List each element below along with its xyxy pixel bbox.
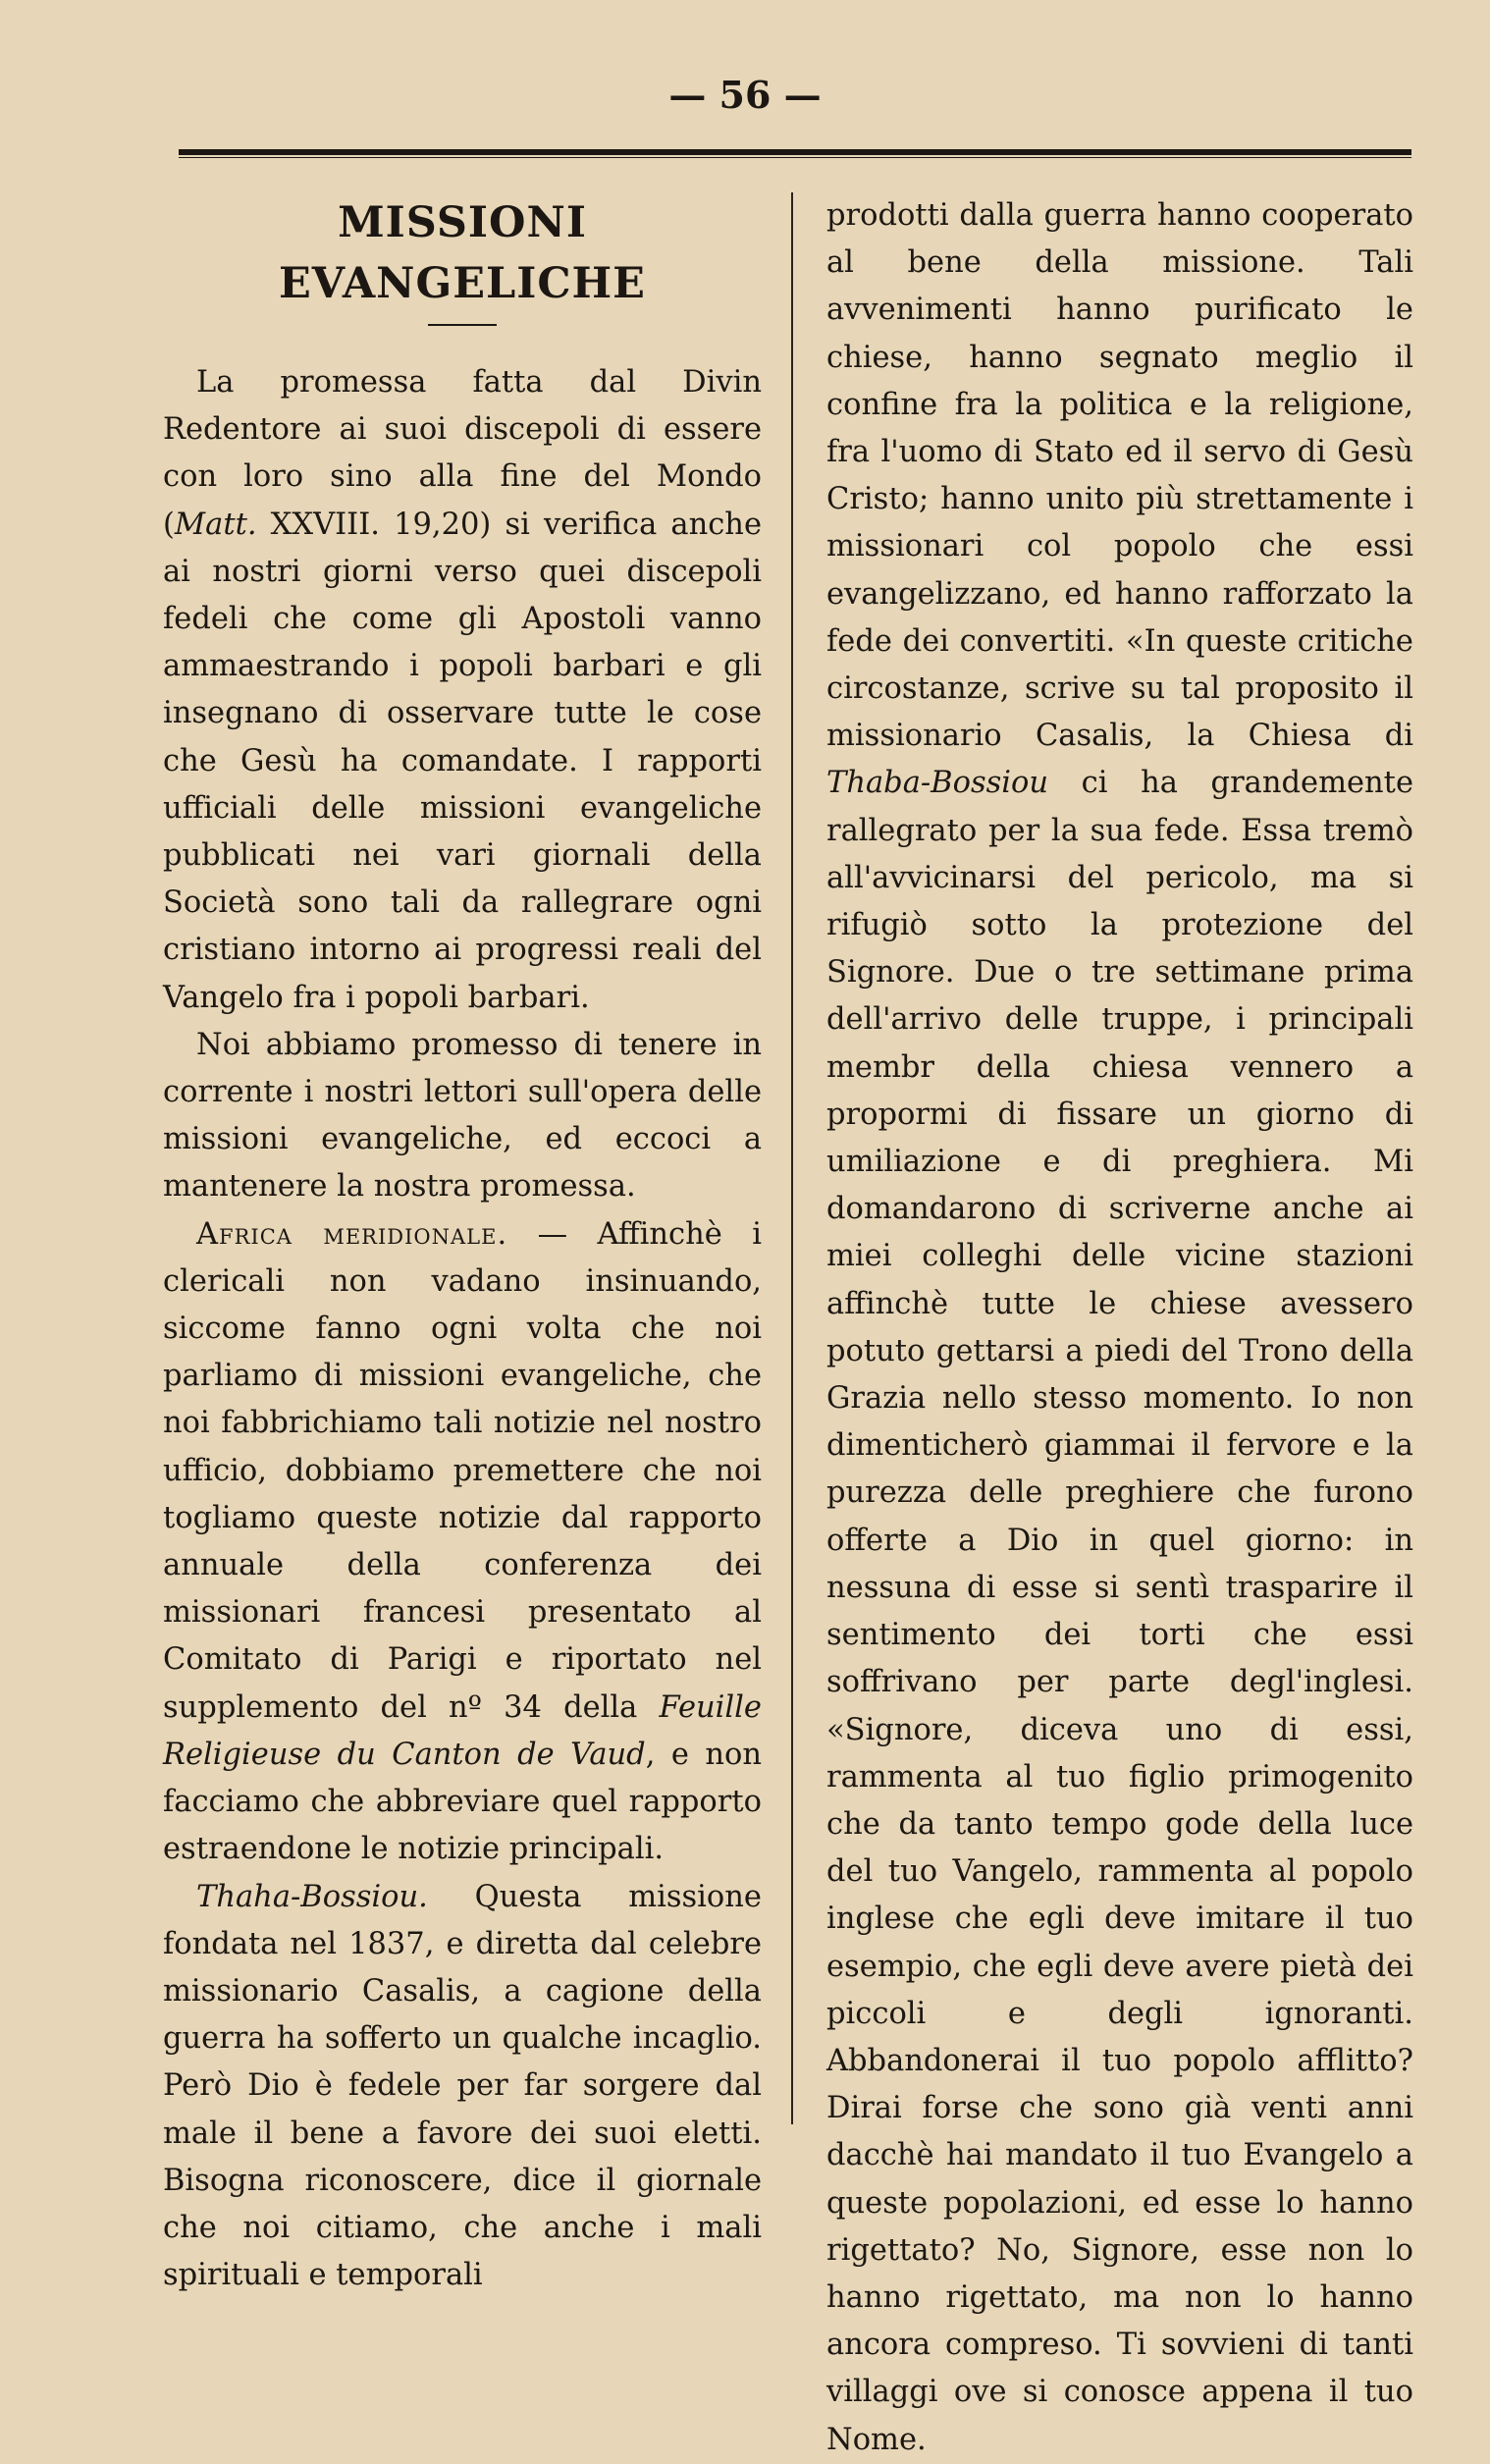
section-title: MISSIONI EVANGELICHE [279,198,646,308]
paragraph-text: ci ha grandemente rallegrato per la sua fede. Essa tremò all'avvicinarsi del pericolo, ma si rifugiò sotto la protezione del Signore. Due o tre settimane prima dell'arrivo delle truppe, i principali membr della chiesa vennero a propormi di fissare un giorno di umiliazione e di preghiera. Mi domandarono di scriverne anche ai miei colleghi delle vicine stazioni affinchè tutte le chiese avessero potuto gettarsi a piedi del Trono della Grazia nello stesso momento. Io non dimenticherò giammai il fervore e la purezza delle preghiere che furono offerte a Dio in quel giorno: in nessuna di esse si sentì trasparire il sentimento dei torti che essi soffrivano per parte degl'inglesi. «Signore, diceva uno di essi, rammenta al tuo figlio primogenito che da tanto tempo gode della luce del tuo Vangelo, rammenta al popolo inglese che egli deve imitare il tuo esempio, che egli deve avere pietà dei piccoli e degli ignoranti. Abbandonerai il tuo popolo afflitto? Dirai forse che sono già venti anni dacchè hai mandato il tuo Evangelo a queste popolazioni, ed esse lo hanno rigettato? No, Signore, esse non lo hanno rigettato, ma non lo hanno ancora compreso. Ti sovvieni di tanti villaggi ove si conosce appena il tuo Nome. [826,766,1413,2457]
column-divider [791,192,793,2124]
mission-name: Thaha-Bossiou. [196,1879,428,1914]
scripture-reference: Matt. [174,507,257,542]
page-number: — 56 — [668,73,822,117]
paragraph-text: La promessa fatta dal Divin Redentore ai suoi discepoli di essere con loro sino alla fine del Mondo ( [163,365,762,542]
church-name: Thaba-Bossiou [826,766,1049,801]
paragraph-intro [163,359,762,1022]
paragraph-text: prodotti dalla guerra hanno cooperato al bene della missione. Tali avvenimenti hanno purificato le chiese, hanno segnato meglio il confine fra la politica e la religione, fra l'uomo di Stato ed il servo di Gesù Cristo; hanno unito più strettamente i missionari col popolo che essi evangelizzano, ed hanno rafforzato la fede dei convertiti. «In queste critiche circostanze, scrive su tal proposito il missionario Casalis, la Chiesa di [826,198,1413,754]
paragraph-text: — Affinchè i clericali non vadano insinuando, siccome fanno ogni volta che noi parliamo di missioni evangeliche, che noi fabbrichiamo tali notizie nel nostro ufficio, dobbiamo premettere che noi togliamo queste notizie dal rapporto annuale della conferenza dei missionari francesi presentato al Comitato di Parigi e riportato nel supplemento del nº 34 della [163,1216,762,1725]
right-column [826,192,1413,2464]
region-heading: Africa meridionale. [196,1216,508,1252]
title-rule [428,324,497,326]
paragraph-text: XXVIII. 19,20) si verifica anche ai nostri giorni verso quei discepoli fedeli che come gli Apostoli vanno ammaestrando i popoli barbari e gli insegnano di osservare tutte le cose che Gesù ha comandate. I rapporti ufficiali delle missioni evangeliche pubblicati nei vari giornali della Società sono tali da rallegrare ogni cristiano intorno ai progressi reali del Vangelo fra i popoli barbari. [163,507,762,1015]
paragraph-text: , e non facciamo che abbreviare quel rapporto estraendone le notizie principali. [163,1737,762,1867]
left-column [163,192,762,2299]
paragraph-promise: Noi abbiamo promesso di tenere in corrente i nostri lettori sull'opera delle missioni evangeliche, ed eccoci a mantenere la nostra promessa. [163,1027,762,1205]
paragraph-africa [163,1211,762,1874]
paragraph-continued [826,192,1413,2464]
paragraph-mission [163,1874,762,2300]
header-rule [179,149,1411,158]
journal-title: Feuille Religieuse du Canton de Vaud [163,1689,762,1772]
paragraph-text: Questa missione fondata nel 1837, e diretta dal celebre missionario Casalis, a cagione della guerra ha sofferto un qualche incaglio. Però Dio è fedele per far sorgere dal male il bene a favore dei suoi eletti. Bisogna riconoscere, dice il giornale che noi citiamo, che anche i mali spirituali e temporali [163,1879,762,2293]
